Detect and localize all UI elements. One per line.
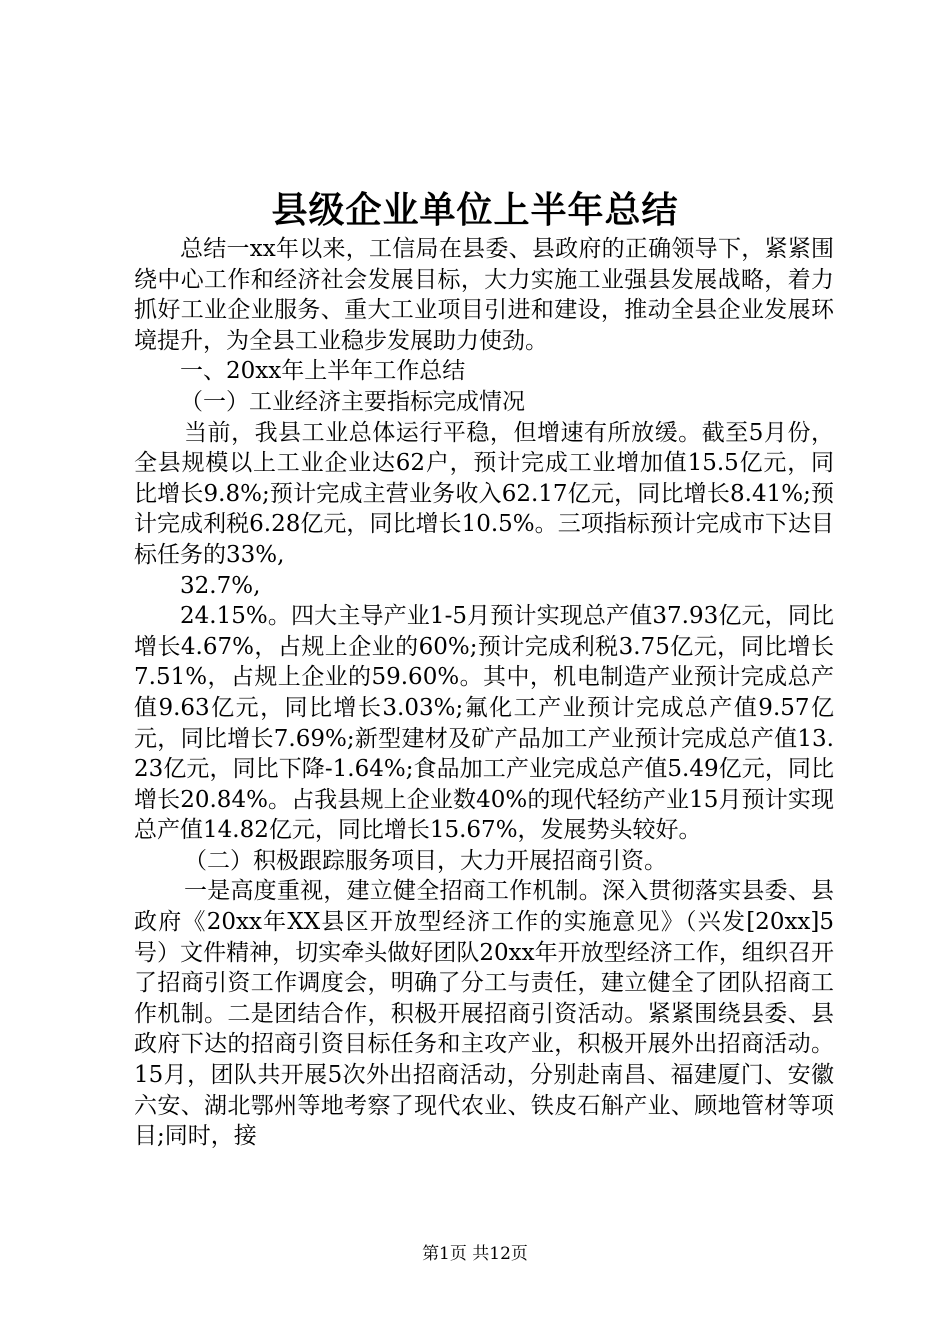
document-body: [134, 234, 834, 1152]
paragraph-percentage: 32.7%,: [180, 572, 261, 599]
paragraph-four-industries: 24.15%。四大主导产业1-5月预计实现总产值37.93亿元，同比增长4.67%，占规上企业的60%;预计完成利税3.75亿元，同比增长7.51%，占规上企业的59.60%。其中，机电制造产业预计完成总产值9.63亿元，同比增长3.03%;氟化工产业预计完成总产值9.57亿元，同比增长7.69%;新型建材及矿产品加工产业预计完成总产值13.23亿元，同比下降-1.64%;食品加工产业完成总产值5.49亿元，同比增长20.84%。占我县规上企业数40%的现代轻纺产业15月预计实现总产值14.82亿元，同比增长15.67%，发展势头较好。: [134, 603, 834, 844]
section-heading-1: 一、20xx年上半年工作总结: [180, 358, 466, 385]
page-footer: 第1页 共12页: [422, 1244, 528, 1264]
paragraph-intro: 总结一xx年以来，工信局在县委、县政府的正确领导下，紧紧围绕中心工作和经济社会发展目标，大力实施工业强县发展战略，着力抓好工业企业服务、重大工业项目引进和建设，推动全县企业发展环境提升，为全县工业稳步发展助力使劲。: [134, 236, 834, 354]
subsection-heading-2: （二）积极跟踪服务项目，大力开展招商引资。: [184, 847, 667, 874]
paragraph-investment: 一是高度重视，建立健全招商工作机制。深入贯彻落实县委、县政府《20xx年XX县区开放型经济工作的实施意见》（兴发[20xx]5号）文件精神，切实牵头做好团队20xx年开放型经济工作，组织召开了招商引资工作调度会，明确了分工与责任，建立健全了团队招商工作机制。二是团结合作，积极开展招商引资活动。紧紧围绕县委、县政府下达的招商引资目标任务和主攻产业，积极开展外出招商活动。15月，团队共开展5次外出招商活动，分别赴南昌、福建厦门、安徽六安、湖北鄂州等地考察了现代农业、铁皮石斛产业、顾地管材等项目;同时，接: [134, 878, 834, 1150]
document-title: 县级企业单位上半年总结: [271, 189, 679, 231]
paragraph-industry-indicators: 当前，我县工业总体运行平稳，但增速有所放缓。截至5月份，全县规模以上工业企业达62户，预计完成工业增加值15.5亿元，同比增长9.8%;预计完成主营业务收入62.17亿元，同比增长8.41%;预计完成利税6.28亿元，同比增长10.5%。三项指标预计完成市下达目标任务的33%,: [134, 419, 834, 568]
subsection-heading-1: （一）工业经济主要指标完成情况: [180, 388, 525, 415]
